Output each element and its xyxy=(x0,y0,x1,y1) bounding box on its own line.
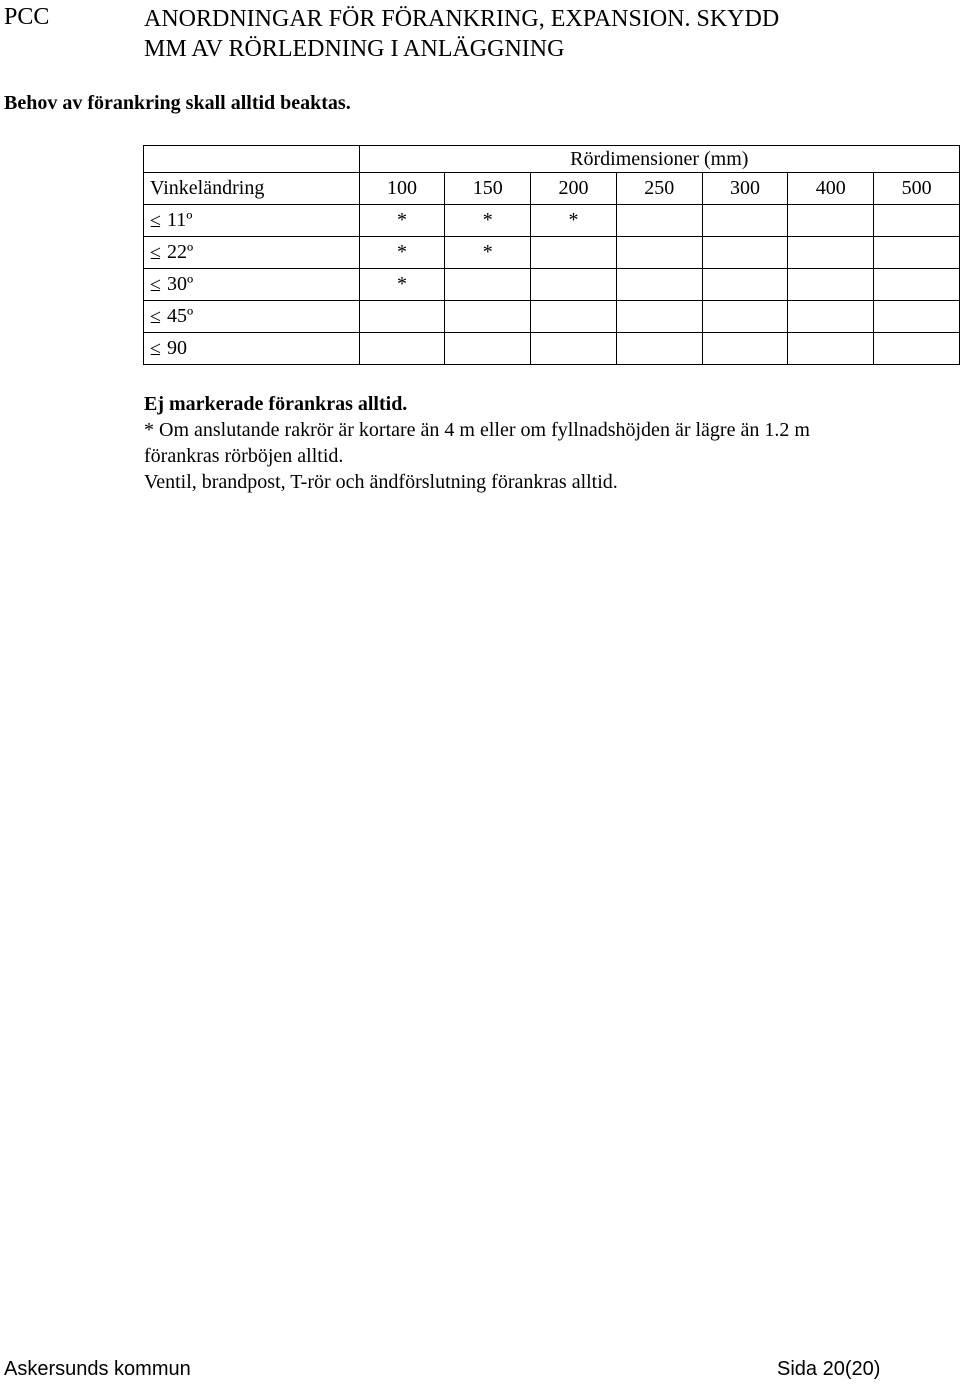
table-row-header: Vinkeländring xyxy=(144,173,360,205)
marker-cell: * xyxy=(359,269,445,301)
marker-cell xyxy=(702,237,788,269)
marker-cell xyxy=(616,205,702,237)
marker-cell xyxy=(359,301,445,333)
marker-cell xyxy=(616,269,702,301)
marker-cell xyxy=(616,333,702,365)
marker-cell xyxy=(788,269,874,301)
marker-cell: * xyxy=(445,205,531,237)
marker-cell xyxy=(531,237,617,269)
intro-text: Behov av förankring skall alltid beaktas. xyxy=(4,92,351,114)
marker-cell: * xyxy=(359,237,445,269)
marker-cell xyxy=(874,205,960,237)
dimension-header-cell: 150 xyxy=(445,173,531,205)
marker-cell xyxy=(702,269,788,301)
less-or-equal-symbol: ≤ xyxy=(150,242,161,264)
table-row xyxy=(144,237,960,269)
note-asterisk-cont: förankras rörböjen alltid. xyxy=(144,445,344,467)
marker-cell xyxy=(445,269,531,301)
angle-cell xyxy=(144,269,360,301)
note-always-anchor: Ventil, brandpost, T-rör och ändförslutning förankras alltid. xyxy=(144,471,618,493)
angle-value: 30º xyxy=(166,273,194,295)
footer-page-number: Sida 20(20) xyxy=(777,1358,881,1380)
table-row xyxy=(144,333,960,365)
angle-cell xyxy=(144,333,360,365)
table-row xyxy=(144,269,960,301)
table-row xyxy=(144,205,960,237)
marker-cell xyxy=(702,205,788,237)
marker-cell: * xyxy=(445,237,531,269)
marker-cell xyxy=(445,301,531,333)
title-line-2: MM AV RÖRLEDNING I ANLÄGGNING xyxy=(144,36,565,62)
marker-cell xyxy=(531,269,617,301)
angle-value: 11º xyxy=(166,209,193,231)
marker-cell xyxy=(531,333,617,365)
marker-cell xyxy=(788,237,874,269)
angle-value: 90 xyxy=(166,337,187,359)
notes xyxy=(144,391,810,495)
dimension-header-cell: 500 xyxy=(874,173,960,205)
marker-cell: * xyxy=(359,205,445,237)
note-unmarked: Ej markerade förankras alltid. xyxy=(144,393,408,415)
angle-cell xyxy=(144,205,360,237)
table-row xyxy=(144,301,960,333)
marker-cell xyxy=(788,333,874,365)
document-code: PCC xyxy=(4,4,50,30)
note-asterisk: * Om anslutande rakrör är kortare än 4 m eller om fyllnadshöjden är lägre än 1.2 m xyxy=(144,419,810,441)
table-group-header: Rördimensioner (mm) xyxy=(359,146,959,173)
dimension-header-cell: 400 xyxy=(788,173,874,205)
marker-cell xyxy=(874,269,960,301)
marker-cell xyxy=(874,333,960,365)
marker-cell xyxy=(531,301,617,333)
angle-cell xyxy=(144,237,360,269)
dimension-header-cell: 100 xyxy=(359,173,445,205)
marker-cell xyxy=(702,301,788,333)
dimension-header-cell: 200 xyxy=(531,173,617,205)
marker-cell xyxy=(616,237,702,269)
less-or-equal-symbol: ≤ xyxy=(150,274,161,296)
angle-value: 22º xyxy=(166,241,194,263)
less-or-equal-symbol: ≤ xyxy=(150,210,161,232)
marker-cell xyxy=(874,301,960,333)
table-corner-cell xyxy=(144,146,360,173)
table-group-header-row xyxy=(144,146,960,173)
marker-cell xyxy=(616,301,702,333)
page-title xyxy=(144,4,779,64)
dimension-table xyxy=(143,145,960,365)
less-or-equal-symbol: ≤ xyxy=(150,306,161,328)
angle-value: 45º xyxy=(166,305,194,327)
title-line-1: ANORDNINGAR FÖR FÖRANKRING, EXPANSION. SKYDD xyxy=(144,6,780,32)
less-or-equal-symbol: ≤ xyxy=(150,338,161,360)
table-header-row xyxy=(144,173,960,205)
marker-cell xyxy=(788,205,874,237)
dimension-header-cell: 250 xyxy=(616,173,702,205)
marker-cell xyxy=(788,301,874,333)
footer-municipality: Askersunds kommun xyxy=(4,1358,191,1380)
dimension-header-cell: 300 xyxy=(702,173,788,205)
marker-cell xyxy=(445,333,531,365)
marker-cell: * xyxy=(531,205,617,237)
marker-cell xyxy=(702,333,788,365)
marker-cell xyxy=(359,333,445,365)
angle-cell xyxy=(144,301,360,333)
marker-cell xyxy=(874,237,960,269)
